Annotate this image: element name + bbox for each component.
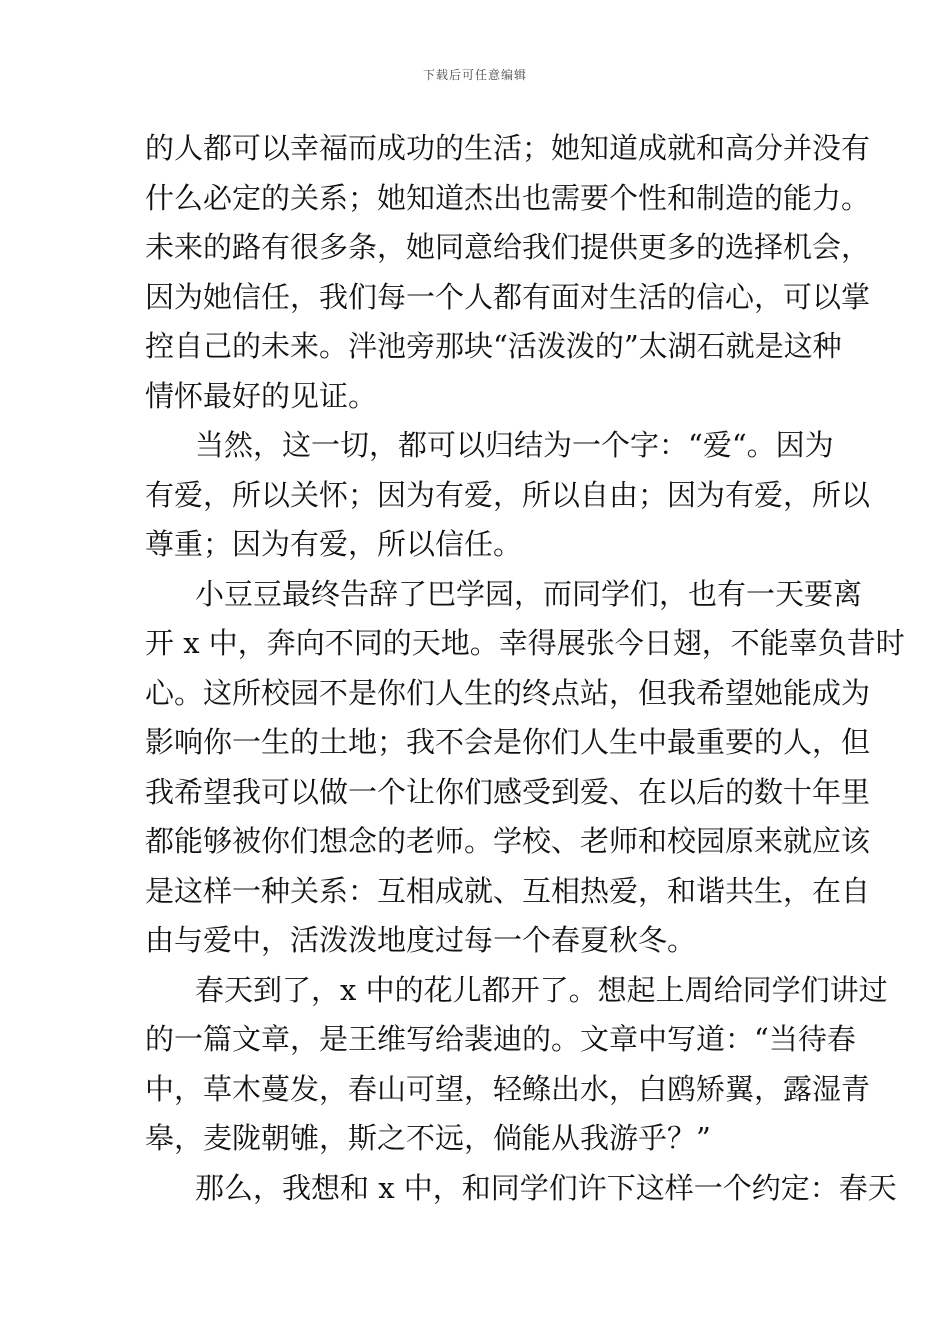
- text-line: 什么必定的关系；她知道杰出也需要个性和制造的能力。: [145, 180, 871, 215]
- document-body: [145, 124, 905, 1213]
- text-line: 中，草木蔓发，春山可望，轻鲦出水，白鸥矫翼，露湿青: [145, 1071, 871, 1106]
- text-line: 影响你一生的土地；我不会是你们人生中最重要的人，但: [145, 725, 871, 759]
- text-line: 的人都可以幸福而成功的生活；她知道成就和高分并没有: [145, 131, 871, 165]
- text-line: 是这样一种关系：互相成就、互相热爱，和谐共生，在自: [145, 873, 871, 908]
- text-line: 开 x 中，奔向不同的天地。幸得展张今日翅，不能辜负昔时: [145, 626, 905, 660]
- text-line: 那么，我想和 x 中，和同学们许下这样一个约定：春天: [195, 1170, 897, 1205]
- text-line: 由与爱中，活泼泼地度过每一个春夏秋冬。: [145, 923, 697, 957]
- text-line: 春天到了，x 中的花儿都开了。想起上周给同学们讲过: [195, 972, 888, 1007]
- text-line: 都能够被你们想念的老师。学校、老师和校园原来就应该: [145, 824, 871, 858]
- text-line: 心。这所校园不是你们人生的终点站，但我希望她能成为: [145, 675, 871, 710]
- text-line: 我希望我可以做一个让你们感受到爱、在以后的数十年里: [145, 774, 871, 809]
- paragraph: [145, 1164, 897, 1214]
- text-line: 情怀最好的见证。: [145, 378, 378, 413]
- page-header: 下载后可任意编辑: [422, 68, 527, 82]
- text-line: 当然，这一切，都可以归结为一个字：“爱“。因为: [195, 428, 834, 462]
- text-line: 因为她信任，我们每一个人都有面对生活的信心，可以掌: [145, 279, 871, 314]
- text-line: 的一篇文章，是王维写给裴迪的。文章中写道：“当待春: [145, 1022, 856, 1056]
- text-line: 有爱，所以关怀；因为有爱，所以自由；因为有爱，所以: [145, 477, 871, 512]
- text-line: 未来的路有很多条，她同意给我们提供更多的选择机会，: [145, 230, 871, 264]
- paragraph: [145, 570, 905, 966]
- text-line: 尊重；因为有爱，所以信任。: [145, 527, 523, 561]
- text-line: 小豆豆最终告辞了巴学园，而同学们，也有一天要离: [195, 576, 863, 611]
- text-line: 皋，麦陇朝雊，斯之不远，倘能从我游乎？”: [145, 1121, 711, 1155]
- text-line: 控自己的未来。泮池旁那块“活泼泼的”太湖石就是这种: [145, 329, 842, 363]
- paragraph: [145, 124, 871, 421]
- paragraph: [145, 421, 871, 570]
- paragraph: [145, 966, 888, 1164]
